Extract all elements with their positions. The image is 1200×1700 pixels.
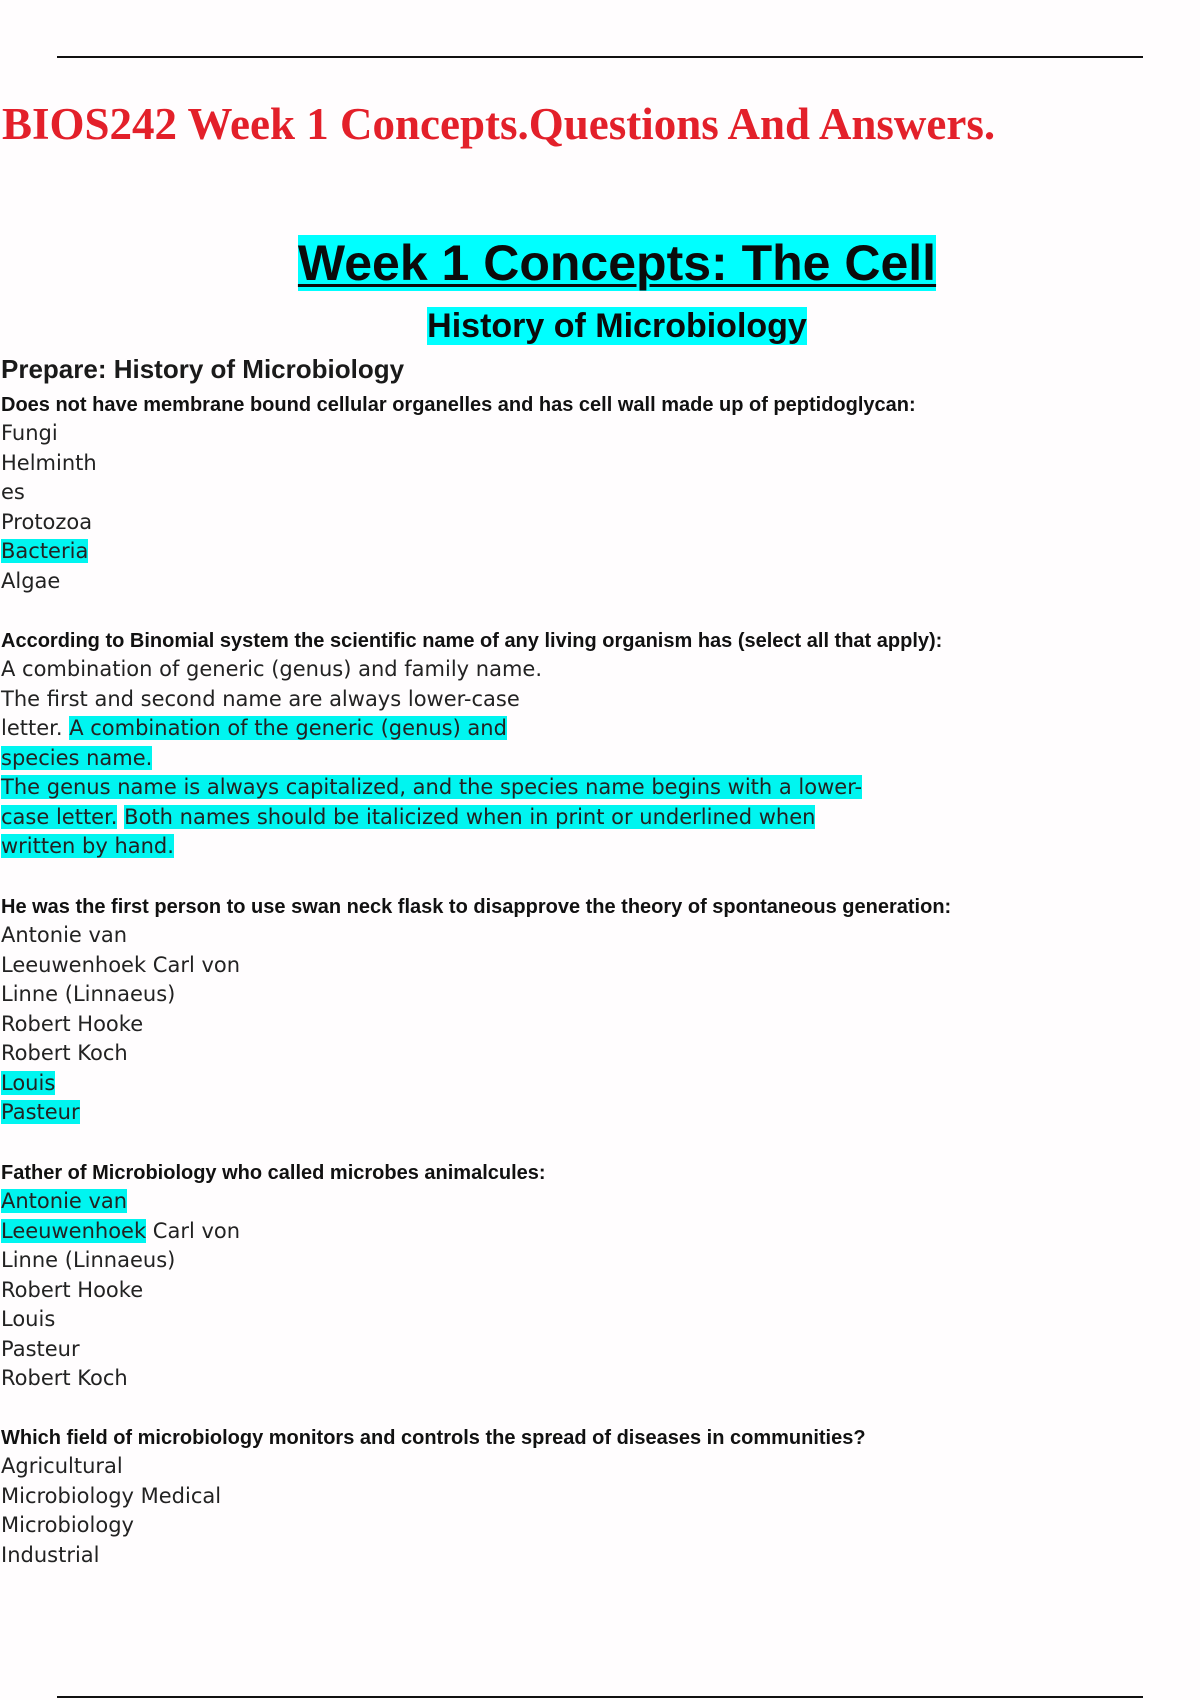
answer-text: Linne (Linnaeus) bbox=[1, 982, 176, 1006]
answer-text: Louis bbox=[1, 1307, 56, 1331]
answer-line bbox=[1, 537, 916, 567]
question-text: Father of Microbiology who called microbes animalcules: bbox=[1, 1162, 546, 1184]
answer-text: Robert Koch bbox=[1, 1041, 128, 1065]
highlighted-answer: Louis bbox=[1, 1070, 56, 1095]
question-text: Does not have membrane bound cellular organelles and has cell wall made up of peptidoglycan: bbox=[1, 394, 916, 416]
highlighted-answer: Pasteur bbox=[1, 1100, 80, 1124]
question-block-5 bbox=[1, 1424, 866, 1570]
answer-text: Algae bbox=[1, 568, 61, 593]
answer-text: Leeuwenhoek Carl von bbox=[1, 952, 241, 977]
answer-text: Robert Koch bbox=[1, 1366, 128, 1390]
answer-line bbox=[1, 803, 942, 833]
answer-text: letter. bbox=[1, 716, 70, 740]
question-text: Which field of microbiology monitors and controls the spread of diseases in communities? bbox=[1, 1427, 866, 1449]
answer-options bbox=[1, 1187, 546, 1394]
answer-line bbox=[1, 508, 916, 538]
main-heading-text: Week 1 Concepts: The Cell bbox=[297, 235, 937, 291]
answer-line bbox=[1, 1246, 546, 1276]
highlighted-answer: A combination of the generic (genus) and bbox=[69, 716, 507, 740]
answer-line bbox=[1, 1511, 866, 1541]
answer-options bbox=[1, 1452, 866, 1570]
answer-line bbox=[1, 478, 916, 508]
answer-text: Robert Hooke bbox=[1, 1011, 144, 1036]
answer-line bbox=[1, 744, 942, 774]
answer-text: Helminth bbox=[1, 450, 97, 475]
highlighted-answer: Leeuwenhoek bbox=[1, 1218, 147, 1243]
answer-line bbox=[1, 921, 951, 951]
answer-text: es bbox=[1, 480, 25, 504]
answer-line bbox=[1, 449, 916, 479]
answer-line bbox=[1, 1364, 546, 1394]
question-text: He was the first person to use swan neck flask to disapprove the theory of spontaneous generation: bbox=[1, 896, 952, 918]
highlighted-answer: Bacteria bbox=[1, 539, 89, 563]
answer-line bbox=[1, 1452, 866, 1482]
answer-line bbox=[1, 685, 942, 715]
answer-text: Microbiology bbox=[1, 1513, 134, 1537]
highlighted-answer: written by hand. bbox=[1, 834, 174, 858]
footer-rule bbox=[57, 1696, 1143, 1698]
highlighted-answer: The genus name is always capitalized, and the species name begins with a lower- bbox=[1, 775, 863, 799]
highlighted-answer: Antonie van bbox=[1, 1189, 128, 1213]
sub-heading-text: History of Microbiology bbox=[427, 307, 807, 345]
answer-line bbox=[1, 1335, 546, 1365]
answer-line bbox=[1, 567, 916, 597]
highlighted-answer: case letter. bbox=[1, 804, 118, 829]
answer-options bbox=[1, 921, 951, 1128]
answer-text: The first and second name are always lower-case bbox=[1, 686, 520, 711]
answer-text: Fungi bbox=[1, 421, 58, 445]
question-block-2 bbox=[1, 627, 942, 862]
answer-line bbox=[1, 1039, 951, 1069]
answer-line bbox=[1, 1217, 546, 1247]
answer-text: Antonie van bbox=[1, 923, 128, 947]
answer-text: Microbiology Medical bbox=[1, 1483, 222, 1508]
answer-line bbox=[1, 419, 916, 449]
highlighted-answer: species name. bbox=[1, 745, 153, 770]
answer-line bbox=[1, 1276, 546, 1306]
document-title: BIOS242 Week 1 Concepts.Questions And Answers. bbox=[2, 99, 996, 149]
answer-line bbox=[1, 980, 951, 1010]
answer-line bbox=[1, 655, 942, 685]
question-block-4 bbox=[1, 1159, 546, 1394]
answer-text: Industrial bbox=[1, 1542, 100, 1567]
answer-line bbox=[1, 1482, 866, 1512]
sub-heading bbox=[0, 305, 1200, 347]
question-block-3 bbox=[1, 893, 951, 1128]
header-rule bbox=[57, 56, 1143, 58]
answer-options bbox=[1, 419, 916, 596]
answer-line bbox=[1, 1541, 866, 1571]
answer-text: Linne (Linnaeus) bbox=[1, 1248, 176, 1272]
answer-line bbox=[1, 832, 942, 862]
answer-options bbox=[1, 655, 942, 862]
answer-line bbox=[1, 714, 942, 744]
answer-line bbox=[1, 1098, 951, 1128]
answer-text: Robert Hooke bbox=[1, 1277, 144, 1302]
answer-line bbox=[1, 1187, 546, 1217]
answer-text: A combination of generic (genus) and family name. bbox=[1, 657, 542, 681]
answer-text: Agricultural bbox=[1, 1454, 123, 1478]
section-heading: Prepare: History of Microbiology bbox=[1, 354, 405, 384]
answer-line bbox=[1, 1305, 546, 1335]
answer-line bbox=[1, 773, 942, 803]
answer-text: Pasteur bbox=[1, 1336, 80, 1361]
highlighted-answer: Both names should be italicized when in print or underlined when bbox=[124, 804, 816, 829]
answer-line bbox=[1, 1010, 951, 1040]
main-heading bbox=[0, 234, 1200, 292]
question-block-1 bbox=[1, 391, 916, 596]
answer-line bbox=[1, 1069, 951, 1099]
question-text: According to Binomial system the scientific name of any living organism has (select all that apply): bbox=[1, 630, 943, 652]
answer-text: Carl von bbox=[146, 1218, 241, 1243]
answer-text: Protozoa bbox=[1, 509, 93, 534]
answer-line bbox=[1, 951, 951, 981]
